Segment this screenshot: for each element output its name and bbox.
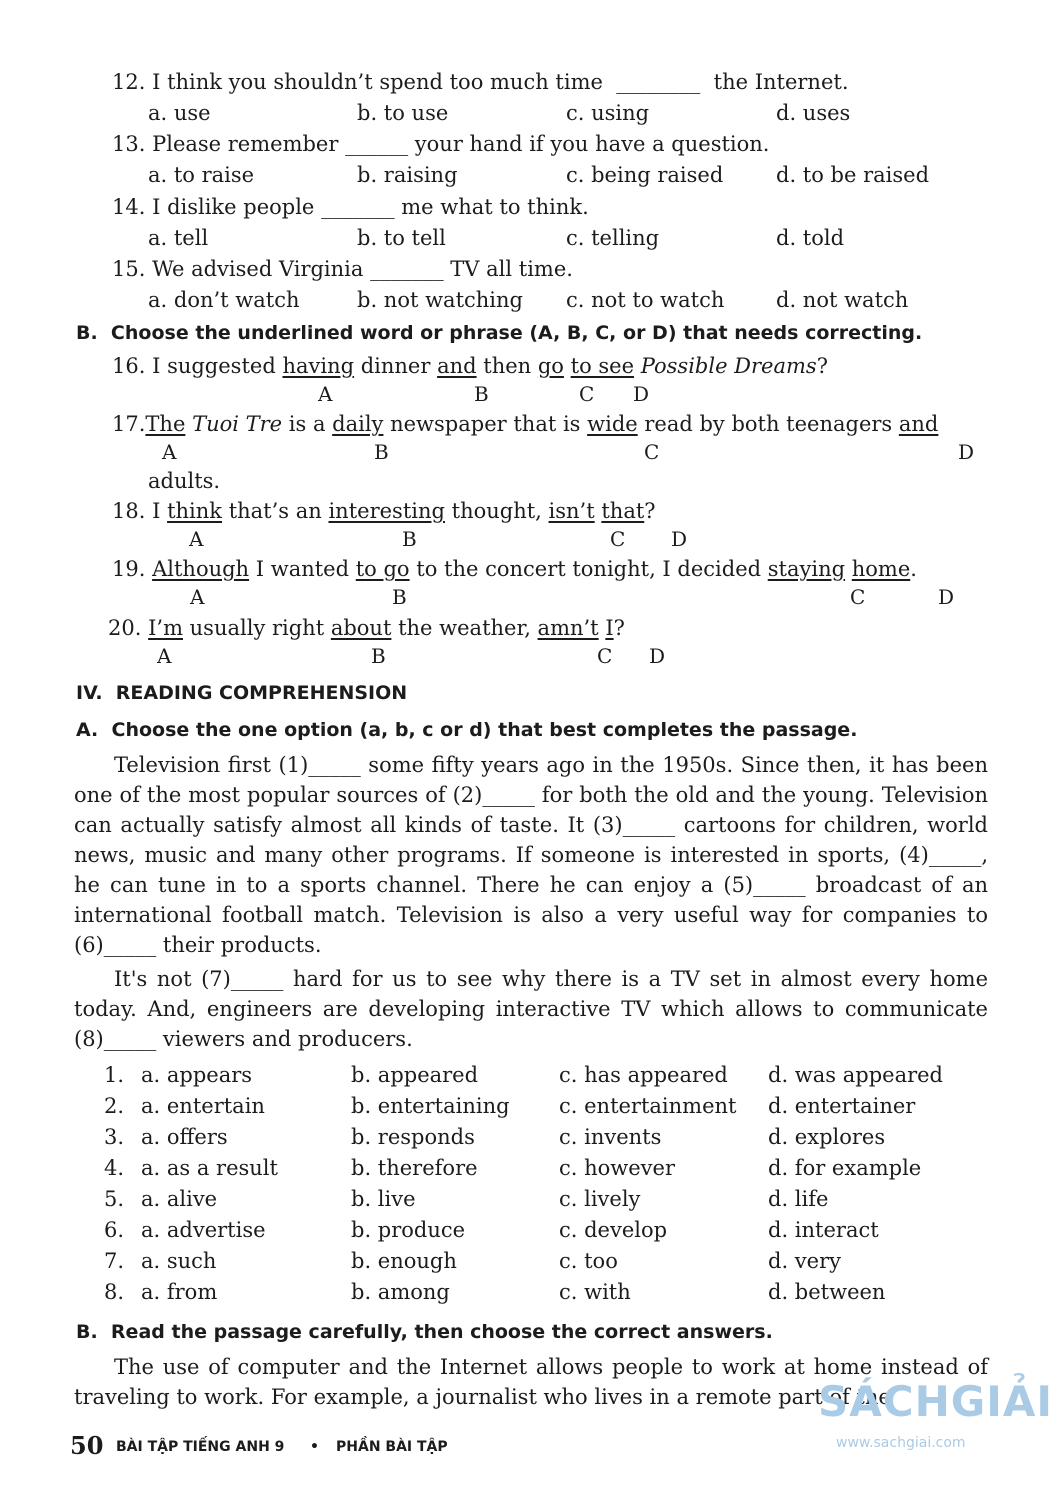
watermark-logo: SÁCHGIẢI: [818, 1377, 1053, 1426]
underlined-b: daily: [332, 412, 384, 436]
question-15: [112, 256, 573, 282]
option-b: b. live: [351, 1187, 416, 1211]
option-a: a. advertise: [141, 1218, 266, 1242]
option-row-number: 8.: [104, 1280, 125, 1304]
question-text: [845, 557, 852, 581]
letter-d: D: [958, 440, 975, 464]
option-d: d. very: [768, 1249, 841, 1273]
option-b: b. to use: [357, 101, 449, 125]
underlined-d: to see: [570, 354, 635, 378]
option-d: d. interact: [768, 1218, 879, 1242]
question-number: 12.: [112, 70, 146, 94]
letter-d: D: [938, 585, 955, 609]
option-c: c. not to watch: [566, 288, 725, 312]
option-a: a. appears: [141, 1063, 253, 1087]
underlined-d: home: [851, 557, 911, 581]
option-b: b. appeared: [351, 1063, 479, 1087]
answer-blank: _______: [321, 195, 395, 219]
option-c: c. develop: [559, 1218, 668, 1242]
letter-d: D: [671, 527, 688, 551]
letter-c: C: [850, 585, 866, 609]
option-c: c. entertainment: [559, 1094, 737, 1118]
option-d: d. between: [768, 1280, 886, 1304]
option-a: a. to raise: [148, 163, 255, 187]
option-c: c. invents: [559, 1125, 662, 1149]
part-b-heading: B. Choose the underlined word or phrase (A, B, C, or D) that needs correcting.: [76, 322, 923, 344]
option-row-number: 1.: [104, 1063, 125, 1087]
option-row-number: 2.: [104, 1094, 125, 1118]
letter-b: B: [374, 440, 389, 464]
underlined-c: isn’t: [548, 499, 595, 523]
question-text: the Internet.: [713, 70, 849, 94]
question-text: then: [476, 354, 538, 378]
question-text: [564, 354, 571, 378]
question-text: I dislike people: [152, 195, 315, 219]
option-c: c. however: [559, 1156, 676, 1180]
question-text: ?: [613, 616, 625, 640]
option-c: c. too: [559, 1249, 618, 1273]
option-a: a. from: [141, 1280, 218, 1304]
underlined-c: wide: [587, 412, 638, 436]
option-a: a. use: [148, 101, 211, 125]
option-c: c. being raised: [566, 163, 724, 187]
question-text: is a: [282, 412, 333, 436]
answer-blank: _______: [370, 257, 444, 281]
question-text: your hand if you have a question.: [414, 132, 770, 156]
letter-c: C: [597, 644, 613, 668]
question-18: [112, 498, 656, 524]
option-b: b. to tell: [357, 226, 446, 250]
option-b: b. responds: [351, 1125, 475, 1149]
question-text: .: [910, 557, 917, 581]
question-14: [112, 194, 589, 220]
italic-title: Possible Dreams: [640, 354, 817, 378]
question-number: 16.: [112, 354, 146, 378]
question-text: We advised Virginia: [152, 257, 364, 281]
option-a: a. entertain: [141, 1094, 265, 1118]
watermark-url: www.sachgiai.com: [836, 1435, 966, 1451]
option-row-number: 4.: [104, 1156, 125, 1180]
question-text: the weather,: [391, 616, 538, 640]
option-b: b. entertaining: [351, 1094, 510, 1118]
passage-paragraph-2: It's not (7)_____ hard for us to see why there is a TV set in almost every home today. And, engineers are developing interactive TV which allows to communicate (8)_____ viewers and producers.: [74, 967, 988, 1051]
option-a: a. tell: [148, 226, 209, 250]
underlined-a: having: [282, 354, 355, 378]
footer-part-label: PHẦN BÀI TẬP: [336, 1439, 448, 1455]
underlined-b: to go: [355, 557, 410, 581]
letter-b: B: [402, 527, 417, 551]
option-row-number: 7.: [104, 1249, 125, 1273]
option-a: a. such: [141, 1249, 217, 1273]
question-text: dinner: [354, 354, 438, 378]
question-text: read by both teenagers: [637, 412, 899, 436]
letter-c: C: [644, 440, 660, 464]
question-number: 14.: [112, 195, 146, 219]
letter-b: B: [392, 585, 407, 609]
question-number: 19.: [112, 557, 146, 581]
question-13: [112, 131, 769, 157]
letter-d: D: [649, 644, 666, 668]
option-b: b. produce: [351, 1218, 466, 1242]
option-c: c. has appeared: [559, 1063, 728, 1087]
option-c: c. telling: [566, 226, 660, 250]
section-iv-heading: IV. READING COMPREHENSION: [76, 682, 408, 704]
letter-c: C: [579, 382, 595, 406]
question-text: newspaper that is: [383, 412, 588, 436]
question-text: me what to think.: [401, 195, 589, 219]
option-d: d. was appeared: [768, 1063, 944, 1087]
answer-blank: ________: [616, 70, 701, 94]
underlined-a: think: [167, 499, 223, 523]
passage-paragraph-3: The use of computer and the Internet allows people to work at home instead of traveling to work. For example, a journalist who lives in a remote part of the: [74, 1355, 988, 1409]
question-text: usually right: [182, 616, 331, 640]
question-16: [112, 353, 828, 379]
option-d: d. entertainer: [768, 1094, 916, 1118]
question-text: I think you shouldn’t spend too much time: [152, 70, 603, 94]
question-number: 20.: [108, 616, 142, 640]
underlined-c: amn’t: [537, 616, 599, 640]
option-a: a. don’t watch: [148, 288, 300, 312]
underlined-d: that: [601, 499, 645, 523]
question-text: ?: [816, 354, 828, 378]
question-text: I wanted: [249, 557, 356, 581]
question-17: [112, 411, 938, 437]
underlined-c: go: [537, 354, 564, 378]
option-row-number: 6.: [104, 1218, 125, 1242]
option-d: d. for example: [768, 1156, 922, 1180]
underlined-d: I: [605, 616, 614, 640]
underlined-b: interesting: [328, 499, 445, 523]
option-d: d. life: [768, 1187, 829, 1211]
option-a: a. alive: [141, 1187, 218, 1211]
option-b: b. therefore: [351, 1156, 478, 1180]
passage-paragraph-1: Television first (1)_____ some fifty years ago in the 1950s. Since then, it has been one of the most popular sources of (2)_____ for both the old and the young. Television can actually satisfy almost all kinds of taste. It (3)_____ cartoons for children, world news, music and many other programs. If someone is interested in sports, (4)_____, he can tune in to a sports channel. There he can enjoy a (5)_____ broadcast of an international football match. Television is also a very useful way for companies to (6)_____ their products.: [74, 753, 988, 957]
underlined-a: I’m: [148, 616, 183, 640]
letter-c: C: [610, 527, 626, 551]
question-17-continuation: adults.: [148, 469, 221, 493]
question-text: I suggested: [152, 354, 283, 378]
letter-a: A: [318, 382, 333, 406]
option-b: b. among: [351, 1280, 450, 1304]
question-text: thought,: [444, 499, 549, 523]
option-d: d. not watch: [776, 288, 909, 312]
underlined-a: Although: [152, 557, 250, 581]
answer-blank: ______: [345, 132, 409, 156]
question-text: I: [152, 499, 168, 523]
option-b: b. not watching: [357, 288, 523, 312]
letter-b: B: [371, 644, 386, 668]
question-12: [112, 69, 849, 95]
question-number: 18.: [112, 499, 146, 523]
part-a-heading: A. Choose the one option (a, b, c or d) that best completes the passage.: [76, 719, 858, 741]
option-d: d. to be raised: [776, 163, 930, 187]
question-text: [634, 354, 641, 378]
footer-bullet: •: [310, 1439, 319, 1455]
page-number: 50: [70, 1431, 104, 1460]
option-row-number: 3.: [104, 1125, 125, 1149]
option-c: c. lively: [559, 1187, 641, 1211]
underlined-b: about: [330, 616, 392, 640]
letter-a: A: [190, 585, 205, 609]
letter-a: A: [162, 440, 177, 464]
letter-a: A: [189, 527, 204, 551]
question-number: 13.: [112, 132, 146, 156]
question-number: 17.: [112, 412, 146, 436]
question-number: 15.: [112, 257, 146, 281]
letter-b: B: [474, 382, 489, 406]
underlined-d: and: [898, 412, 939, 436]
italic-title: Tuoi Tre: [192, 412, 283, 436]
option-a: a. as a result: [141, 1156, 278, 1180]
underlined-c: staying: [767, 557, 846, 581]
question-19: [112, 556, 917, 582]
option-row-number: 5.: [104, 1187, 125, 1211]
option-d: d. told: [776, 226, 845, 250]
question-text: ?: [644, 499, 656, 523]
option-a: a. offers: [141, 1125, 228, 1149]
option-d: d. explores: [768, 1125, 886, 1149]
option-c: c. using: [566, 101, 650, 125]
underlined-b: and: [437, 354, 477, 378]
book-title: BÀI TẬP TIẾNG ANH 9: [116, 1439, 285, 1455]
option-c: c. with: [559, 1280, 631, 1304]
option-d: d. uses: [776, 101, 851, 125]
underlined-a: The: [145, 412, 186, 436]
question-text: Please remember: [152, 132, 339, 156]
option-b: b. raising: [357, 163, 458, 187]
letter-d: D: [633, 382, 650, 406]
letter-a: A: [157, 644, 172, 668]
question-text: to the concert tonight, I decided: [409, 557, 768, 581]
question-20: [108, 615, 625, 641]
option-b: b. enough: [351, 1249, 457, 1273]
question-text: that’s an: [222, 499, 329, 523]
question-text: TV all time.: [450, 257, 573, 281]
part-b-reading-heading: B. Read the passage carefully, then choose the correct answers.: [76, 1321, 773, 1343]
